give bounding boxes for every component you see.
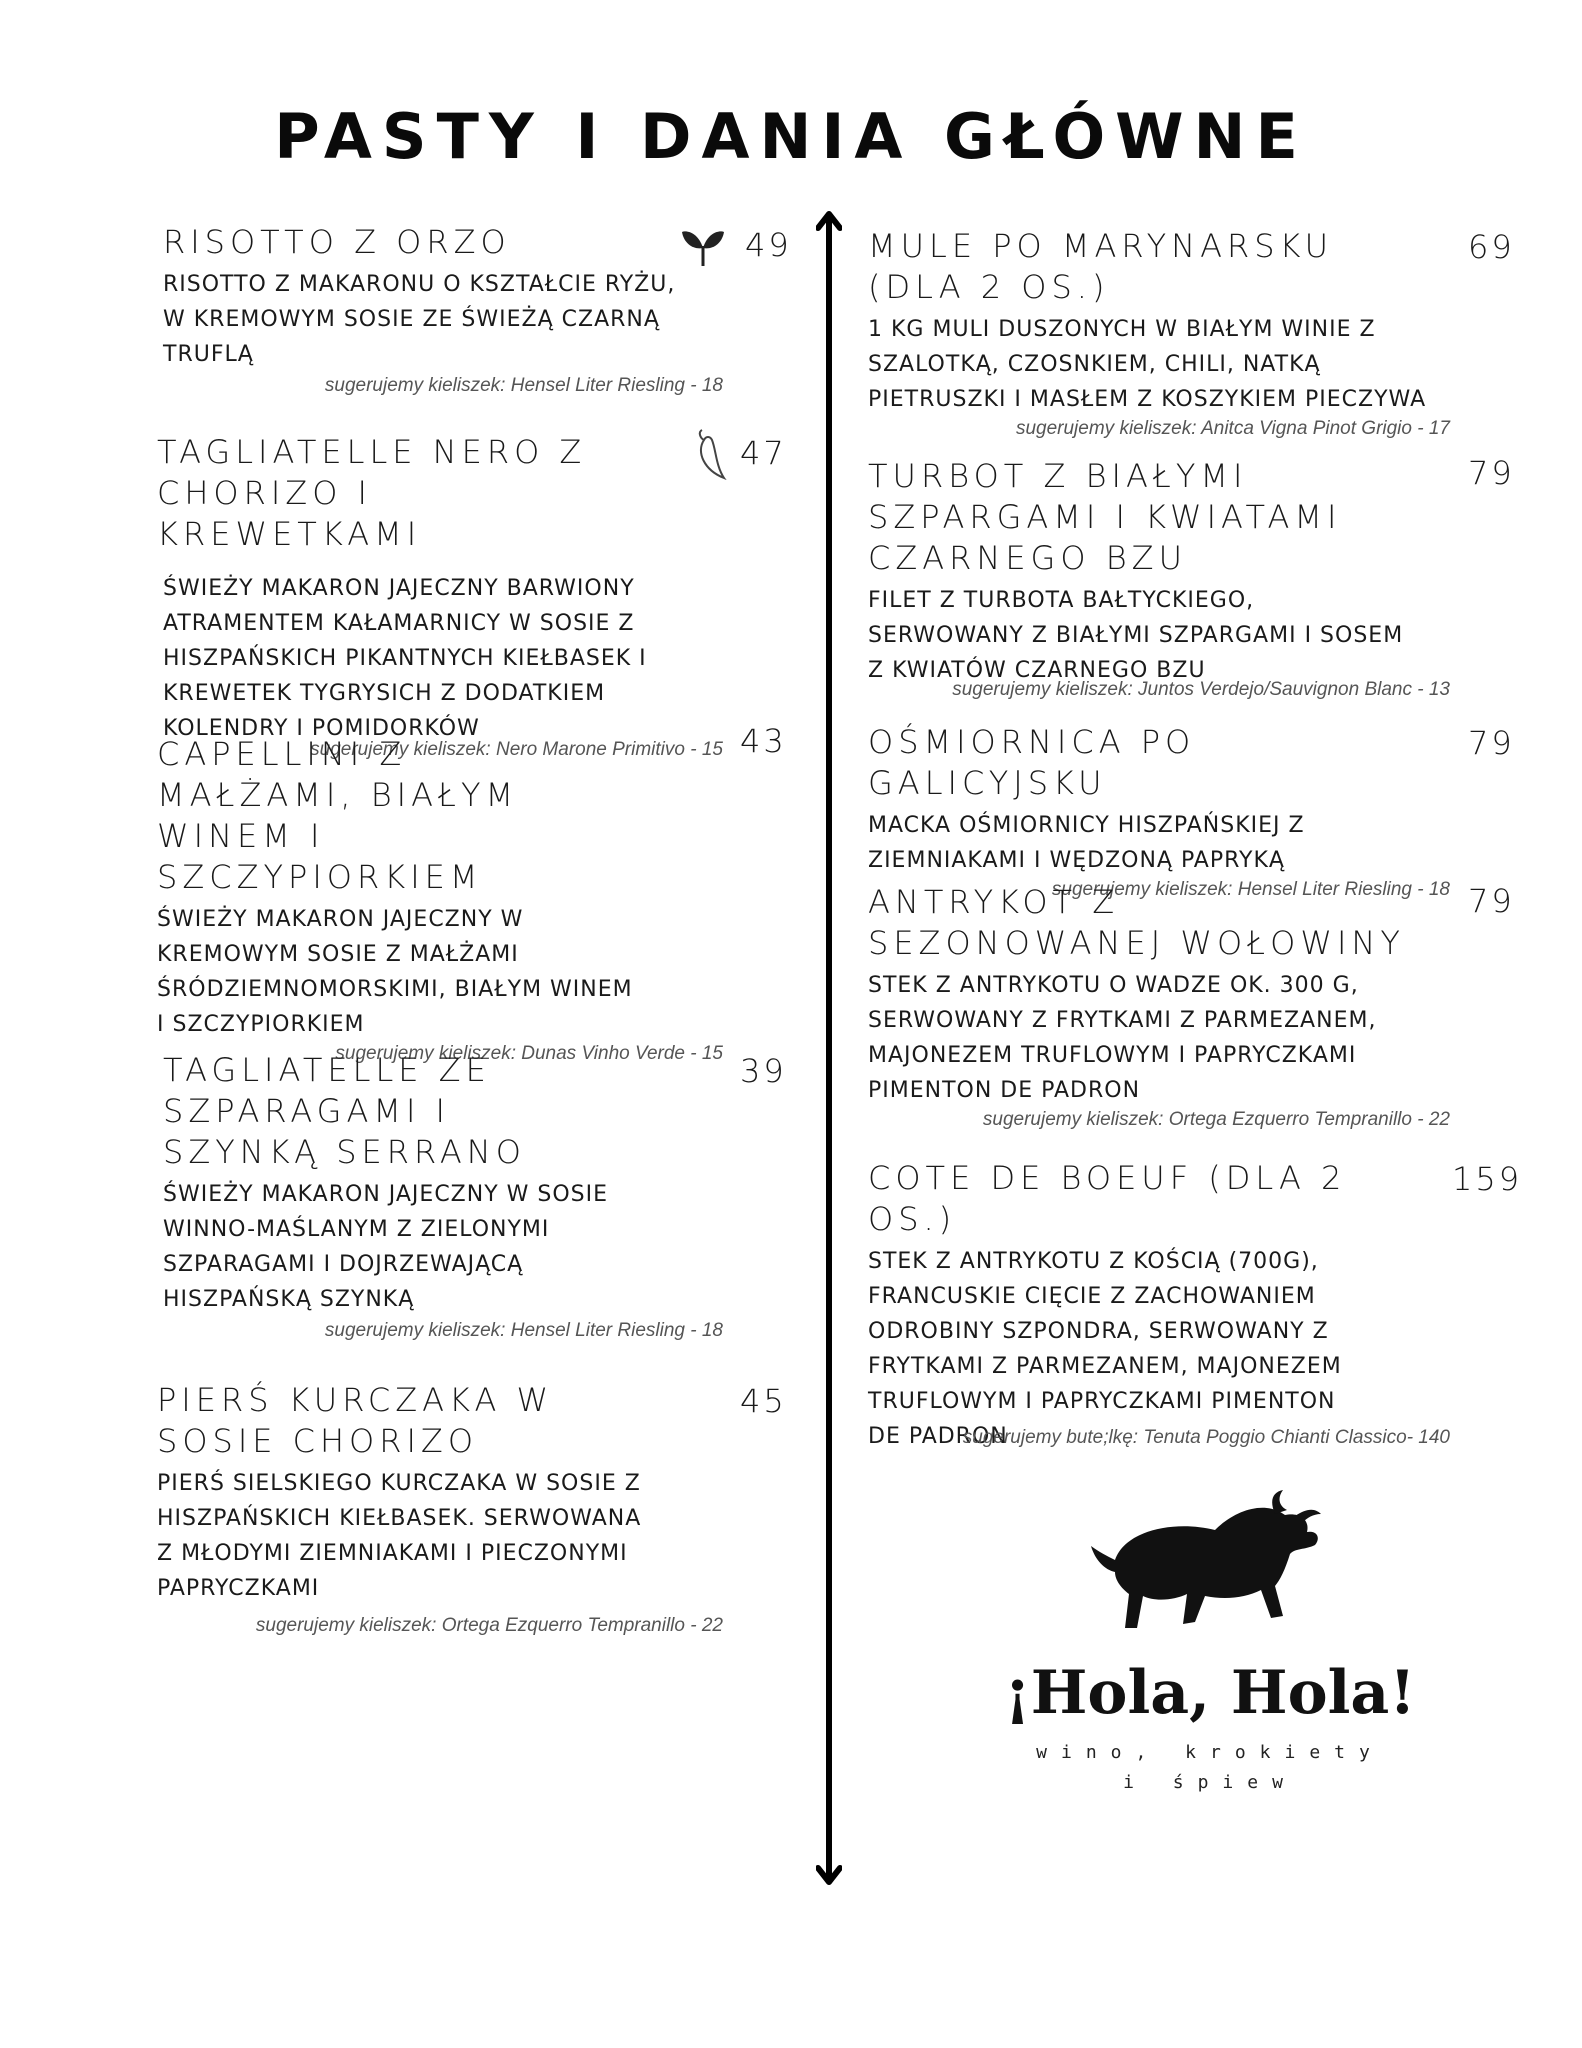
dish-price: 49 [745, 226, 792, 264]
menu-item [163, 1050, 723, 1343]
dish-name: MULE PO MARYNARSKU (DLA 2 OS.) [868, 227, 1334, 306]
dish-name: RISOTTO Z ORZO [163, 223, 511, 261]
dish-description: MACKA OŚMIORNICY HISZPAŃSKIEJ Z ZIEMNIAKAMI I WĘDZONĄ PAPRYKĄ [868, 813, 1305, 873]
dish-description: RISOTTO Z MAKARONU O KSZTAŁCIE RYŻU, W KREMOWYM SOSIE ZE ŚWIEŻĄ CZARNĄ TRUFLĄ [163, 272, 676, 367]
dish-price: 47 [740, 434, 787, 472]
menu-item [157, 734, 723, 1066]
page-title: PASTY I DANIA GŁÓWNE [274, 100, 1308, 173]
dish-description: ŚWIEŻY MAKARON JAJECZNY BARWIONY ATRAMENTEM KAŁAMARNICY W SOSIE Z HISZPAŃSKICH PIKANTNYCH KIEŁBASEK I KREWETEK TYGRYSICH Z DODATKIEM KOLENDRY I POMIDORKÓW [163, 576, 647, 741]
wine-suggestion: sugerujemy kieliszek: Nero Marone Primitivo - 15 [310, 739, 723, 760]
dish-description: PIERŚ SIELSKIEGO KURCZAKA W SOSIE Z HISZPAŃSKICH KIEŁBASEK. SERWOWANA Z MŁODYMI ZIEMNIAKAMI I PIECZONYMI PAPRYCZKAMI [157, 1471, 642, 1601]
dish-price: 43 [740, 722, 787, 760]
sprout-icon [680, 222, 726, 268]
dish-name: TAGLIATELLE NERO Z CHORIZO I KREWETKAMI [157, 433, 587, 553]
dish-name: PIERŚ KURCZAKA W SOSIE CHORIZO [157, 1381, 554, 1460]
wine-suggestion: sugerujemy kieliszek: Hensel Liter Riesling - 18 [324, 375, 723, 396]
wine-suggestion: sugerujemy kieliszek: Hensel Liter Riesling - 18 [1051, 879, 1450, 900]
dish-price: 79 [1468, 882, 1515, 920]
wine-suggestion: sugerujemy kieliszek: Dunas Vinho Verde - 15 [335, 1043, 723, 1064]
dish-name: TAGLIATELLE ZE SZPARAGAMI I SZYNKĄ SERRANO [163, 1051, 526, 1171]
dish-price: 79 [1468, 454, 1515, 492]
menu-item [868, 456, 1450, 702]
menu-item [163, 222, 723, 398]
menu-item [868, 722, 1450, 902]
dish-price: 159 [1452, 1160, 1523, 1198]
wine-suggestion: sugerujemy kieliszek: Ortega Ezquerro Tempranillo - 22 [982, 1109, 1450, 1130]
menu-item [868, 1158, 1450, 1450]
dish-price: 79 [1468, 724, 1515, 762]
wine-suggestion: sugerujemy kieliszek: Hensel Liter Riesling - 18 [324, 1320, 723, 1341]
bull-icon [1085, 1490, 1325, 1650]
logo-tagline: i śpiew [1123, 1772, 1297, 1793]
dish-description: FILET Z TURBOTA BAŁTYCKIEGO, SERWOWANY Z BIAŁYMI SZPARGAMI I SOSEM Z KWIATÓW CZARNEGO BZU [868, 588, 1404, 683]
dish-name: CAPELLINI Z MAŁŻAMI, BIAŁYM WINEM I SZCZYPIORKIEM [157, 735, 519, 896]
dish-name: COTE DE BOEUF (DLA 2 OS.) [868, 1159, 1347, 1238]
wine-suggestion: sugerujemy bute;lkę: Tenuta Poggio Chianti Classico- 140 [962, 1427, 1450, 1448]
wine-suggestion: sugerujemy kieliszek: Ortega Ezquerro Tempranillo - 22 [255, 1615, 723, 1636]
dish-name: TURBOT Z BIAŁYMI SZPARGAMI I KWIATAMI CZARNEGO BZU [868, 457, 1342, 577]
chili-pepper-icon [694, 426, 728, 480]
menu-item [157, 1380, 723, 1638]
logo-tagline: wino, krokiety [1036, 1742, 1384, 1763]
menu-item [157, 432, 723, 762]
divider-arrow [816, 208, 842, 1888]
dish-price: 69 [1468, 228, 1515, 266]
wine-suggestion: sugerujemy kieliszek: Juntos Verdejo/Sauvignon Blanc - 13 [952, 679, 1450, 700]
dish-description: STEK Z ANTRYKOTU O WADZE OK. 300 G, SERWOWANY Z FRYTKAMI Z PARMEZANEM, MAJONEZEM TRUFLOWYM I PAPRYCZKAMI PIMENTON DE PADRON [868, 973, 1377, 1103]
menu-item [868, 882, 1450, 1132]
dish-description: 1 KG MULI DUSZONYCH W BIAŁYM WINIE Z SZALOTKĄ, CZOSNKIEM, CHILI, NATKĄ PIETRUSZKI I MASŁEM Z KOSZYKIEM PIECZYWA [868, 317, 1427, 412]
menu-item [868, 226, 1450, 441]
dish-name: OŚMIORNICA PO GALICYJSKU [868, 723, 1196, 802]
logo-title: ¡Hola, Hola! [1004, 1658, 1416, 1728]
dish-description: ŚWIEŻY MAKARON JAJECZNY W KREMOWYM SOSIE Z MAŁŻAMI ŚRÓDZIEMNOMORSKIMI, BIAŁYM WINEM I SZCZYPIORKIEM [157, 907, 633, 1037]
wine-suggestion: sugerujemy kieliszek: Anitca Vigna Pinot Grigio - 17 [1015, 418, 1450, 439]
dish-name: ANTRYKOT Z SEZONOWANEJ WOŁOWINY [868, 883, 1405, 962]
dish-description: ŚWIEŻY MAKARON JAJECZNY W SOSIE WINNO-MAŚLANYM Z ZIELONYMI SZPARAGAMI I DOJRZEWAJĄCĄ HISZPAŃSKĄ SZYNKĄ [163, 1182, 609, 1312]
dish-price: 39 [740, 1052, 787, 1090]
restaurant-logo [985, 1490, 1435, 1793]
dish-price: 45 [740, 1382, 787, 1420]
dish-description: STEK Z ANTRYKOTU Z KOŚCIĄ (700G), FRANCUSKIE CIĘCIE Z ZACHOWANIEM ODROBINY SZPONDRA, SERWOWANY Z FRYTKAMI Z PARMEZANEM, MAJONEZEM TRUFLOWYM I PAPRYCZKAMI PIMENTON DE PADRON [868, 1249, 1342, 1449]
